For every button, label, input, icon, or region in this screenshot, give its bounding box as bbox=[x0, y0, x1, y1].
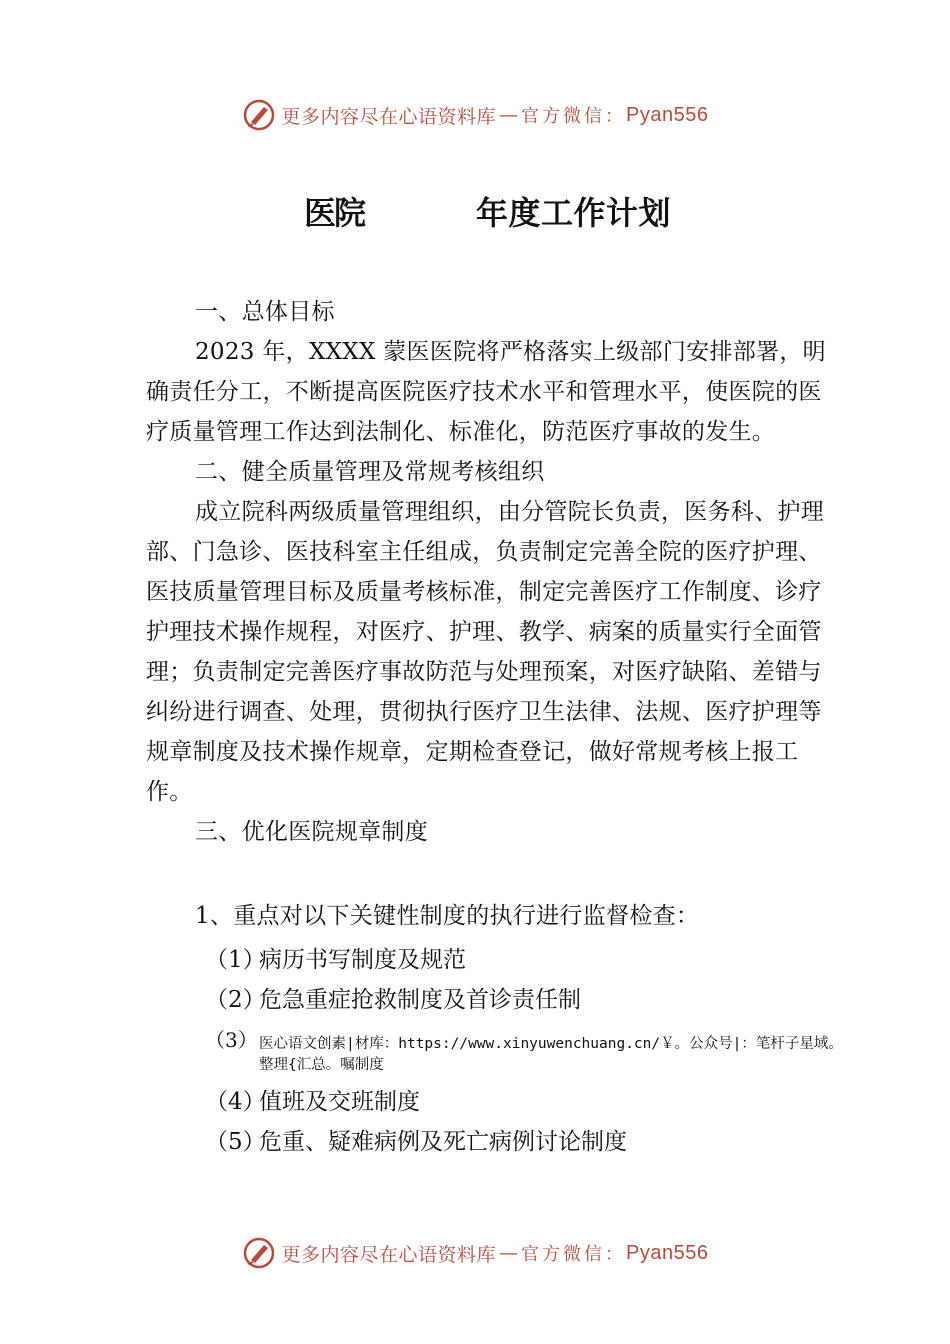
banner-wechat-label: 官方微信： bbox=[521, 1244, 627, 1265]
list-item-text: 医心语文创素|材库：https://www.xinyuwenchuang.cn/￥。公众号|：笔杆子星域。整理{汇总。嘱制度 bbox=[259, 1036, 843, 1073]
list-item-text: 危急重症抢救制度及首诊责任制 bbox=[259, 987, 581, 1013]
section-2-body: 成立院科两级质量管理组织，由分管院长负责，医务科、护理部、门急诊、医技科室主任组成，负责制定完善全院的医疗护理、医技质量管理目标及质量考核标准，制定完善医疗工作制度、诊疗护理技术操作规程，对医疗、护理、教学、病案的质量实行全面管理；负责制定完善医疗事故防范与处理预案，对医疗缺陷、差错与纠纷进行调查、处理，贯彻执行医疗卫生法律、法规、医疗护理等规章制度及技术操作规章，定期检查登记，做好常规考核上报工作。 bbox=[146, 499, 825, 805]
banner-separator: — bbox=[499, 1242, 519, 1264]
section-3-item-1-text: 1、重点对以下关键性制度的执行进行监督检查： bbox=[195, 903, 700, 929]
list-item-number: （4） bbox=[205, 1089, 266, 1115]
list-item bbox=[205, 1082, 845, 1122]
list-item bbox=[205, 980, 845, 1020]
list-item-text: 值班及交班制度 bbox=[259, 1089, 420, 1115]
list-item bbox=[205, 1122, 845, 1162]
banner-wechat-id: Pyan556 bbox=[626, 1241, 709, 1264]
list-item-number: （5） bbox=[205, 1129, 266, 1155]
section-1 bbox=[146, 292, 826, 852]
section-1-body: 2023 年，XXXX 蒙医医院将严格落实上级部门安排部署，明确责任分工，不断提高医院医疗技术水平和管理水平，使医院的医疗质量管理工作达到法制化、标准化，防范医疗事故的发生。 bbox=[146, 339, 826, 445]
list-item bbox=[205, 940, 845, 980]
section-1-heading: 一、总体目标 bbox=[195, 299, 335, 325]
header-watermark-banner bbox=[0, 95, 950, 135]
banner-wechat-label: 官方微信： bbox=[521, 106, 627, 127]
list-item-number: （2） bbox=[205, 987, 266, 1013]
list-item-number: （3） bbox=[205, 1028, 258, 1052]
section-3-heading: 三、优化医院规章制度 bbox=[195, 819, 428, 845]
pen-seal-logo-icon bbox=[242, 1236, 276, 1270]
title-part-hospital: 医院 bbox=[304, 194, 365, 232]
list-item-text: 危重、疑难病例及死亡病例讨论制度 bbox=[259, 1129, 627, 1155]
footer-watermark-banner bbox=[0, 1233, 950, 1273]
list-item-text: 病历书写制度及规范 bbox=[259, 947, 466, 973]
document-title bbox=[0, 188, 950, 236]
title-part-plan: 年度工作计划 bbox=[476, 194, 672, 232]
banner-text: 更多内容尽在心语资料库 bbox=[281, 105, 497, 128]
banner-separator: — bbox=[499, 104, 519, 126]
pen-seal-logo-icon bbox=[242, 98, 276, 132]
section-2-heading: 二、健全质量管理及常规考核组织 bbox=[195, 459, 545, 485]
banner-wechat-id: Pyan556 bbox=[626, 103, 709, 126]
list-item-number: （1） bbox=[205, 947, 266, 973]
section-3-item-1 bbox=[146, 896, 826, 936]
banner-text: 更多内容尽在心语资料库 bbox=[281, 1243, 497, 1266]
